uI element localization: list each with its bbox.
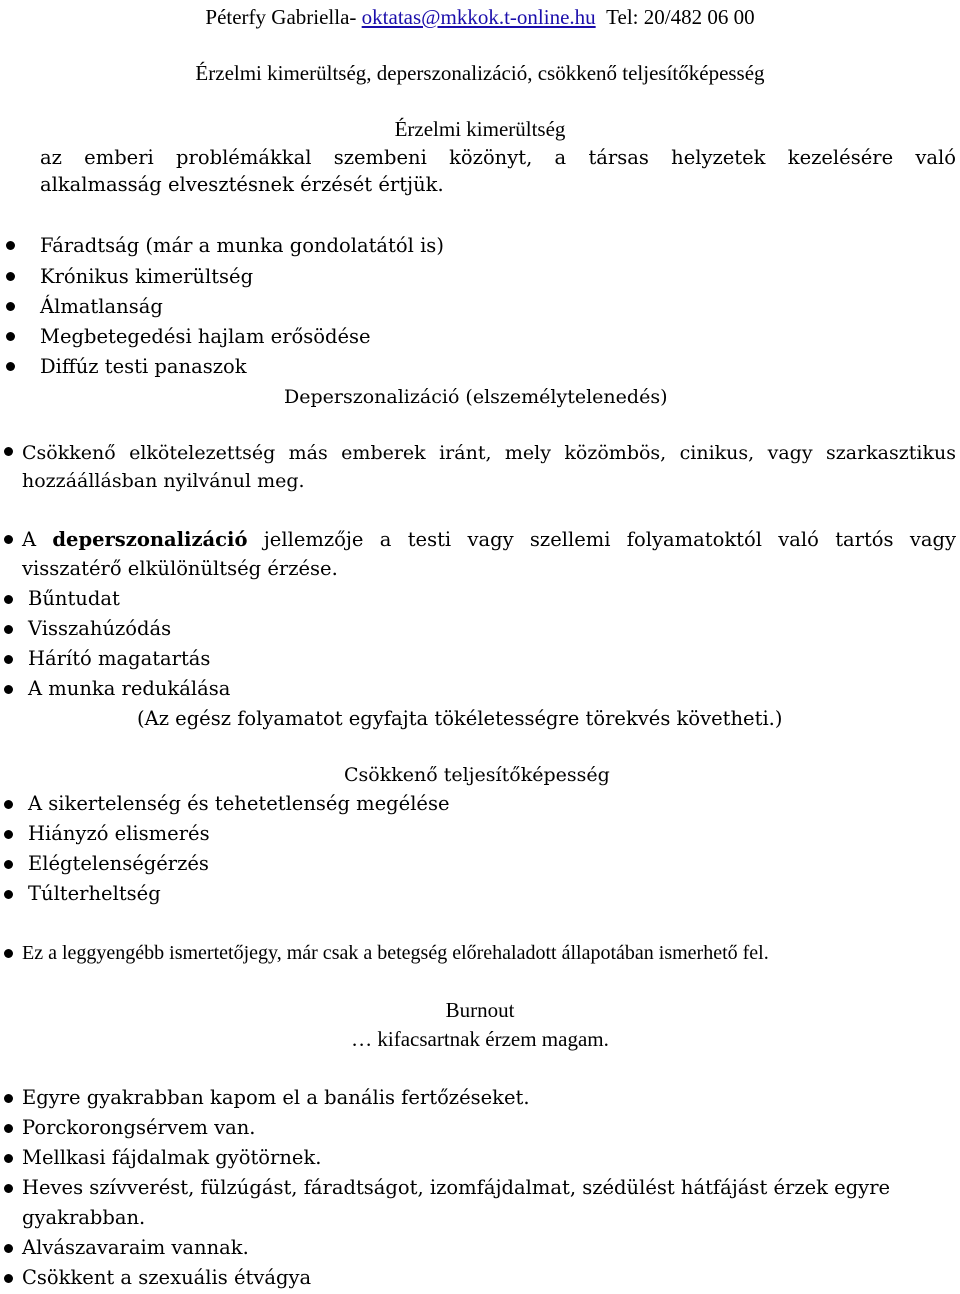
list-item: A munka redukálása bbox=[28, 677, 231, 700]
bullet-icon bbox=[4, 890, 13, 899]
text-segment: jellemzője a testi vagy szellemi folyamatoktól való tartós vagy bbox=[247, 528, 957, 551]
list-item: Alvászavaraim vannak. bbox=[22, 1236, 249, 1259]
section-heading-emotional-exhaustion: Érzelmi kimerültség bbox=[394, 117, 566, 141]
list-item: Egyre gyakrabban kapom el a banális fertőzéseket. bbox=[22, 1086, 530, 1109]
bold-term: deperszonalizáció bbox=[52, 528, 248, 551]
section-subheading: … kifacsartnak érzem magam. bbox=[351, 1027, 609, 1051]
header-line bbox=[0, 4, 960, 30]
bullet-icon bbox=[4, 1274, 13, 1283]
bullet-icon bbox=[4, 535, 13, 544]
bullet-icon bbox=[6, 272, 15, 281]
list-item: Bűntudat bbox=[28, 587, 120, 610]
bullet-icon bbox=[4, 860, 13, 869]
list-item: Mellkasi fájdalmak gyötörnek. bbox=[22, 1146, 322, 1169]
list-item-continuation: visszatérő elkülönültség érzése. bbox=[22, 557, 338, 580]
summary-text: Ez a leggyengébb ismertetőjegy, már csak a betegség előrehaladott állapotában ismerhető fel. bbox=[22, 942, 769, 964]
bullet-icon bbox=[4, 447, 13, 456]
list-item: Hiányzó elismerés bbox=[28, 822, 210, 845]
list-item: Csökkenő elkötelezettség más emberek iránt, mely közömbös, cinikus, vagy szarkasztikus bbox=[22, 442, 956, 464]
list-item: Fáradtság (már a munka gondolatától is) bbox=[40, 234, 444, 257]
bullet-icon bbox=[6, 332, 15, 341]
author-name: Péterfy Gabriella- bbox=[205, 5, 362, 29]
phone-number: Tel: 20/482 06 00 bbox=[606, 5, 755, 29]
bullet-icon bbox=[4, 1124, 13, 1133]
list-item bbox=[22, 527, 956, 553]
list-item: Álmatlanság bbox=[40, 295, 163, 318]
bullet-icon bbox=[4, 830, 13, 839]
document-title: Érzelmi kimerültség, deperszonalizáció, csökkenő teljesítőképesség bbox=[195, 61, 765, 85]
note-text: (Az egész folyamatot egyfajta tökéletességre törekvés követheti.) bbox=[137, 707, 783, 730]
bullet-icon bbox=[4, 949, 13, 958]
bullet-icon bbox=[6, 362, 15, 371]
bullet-icon bbox=[4, 1154, 13, 1163]
list-item: Visszahúzódás bbox=[28, 617, 172, 640]
list-item: Krónikus kimerültség bbox=[40, 265, 254, 288]
bullet-icon bbox=[4, 655, 13, 664]
email-link[interactable]: oktatas@mkkok.t-online.hu bbox=[361, 5, 596, 29]
list-item: Heves szívverést, fülzúgást, fáradtságot, izomfájdalmat, szédülést hátfájást érzek egyre bbox=[22, 1176, 891, 1199]
list-item: Porckorongsérvem van. bbox=[22, 1116, 256, 1139]
list-item: Hárító magatartás bbox=[28, 647, 211, 670]
list-item-continuation: gyakrabban. bbox=[22, 1206, 146, 1229]
bullet-icon bbox=[4, 685, 13, 694]
bullet-icon bbox=[4, 625, 13, 634]
bullet-icon bbox=[4, 1094, 13, 1103]
list-item: Túlterheltség bbox=[28, 882, 161, 905]
intro-paragraph-line: az emberi problémákkal szembeni közönyt, a társas helyzetek kezelésére való bbox=[40, 146, 956, 169]
bullet-icon bbox=[6, 302, 15, 311]
text-segment: A bbox=[22, 528, 53, 551]
section-heading-depersonalization: Deperszonalizáció (elszemélytelenedés) bbox=[284, 386, 668, 408]
list-item: Elégtelenségérzés bbox=[28, 852, 209, 875]
bullet-icon bbox=[4, 1244, 13, 1253]
section-heading-burnout: Burnout bbox=[445, 998, 515, 1022]
bullet-icon bbox=[4, 1184, 13, 1193]
bullet-icon bbox=[4, 595, 13, 604]
bullet-icon bbox=[6, 241, 15, 250]
bullet-icon bbox=[4, 800, 13, 809]
list-item: Csökkent a szexuális étvágya bbox=[22, 1266, 312, 1289]
section-heading-reduced-performance: Csökkenő teljesítőképesség bbox=[344, 764, 610, 786]
list-item: A sikertelenség és tehetetlenség megélése bbox=[28, 792, 450, 815]
list-item: Diffúz testi panaszok bbox=[40, 355, 247, 378]
intro-paragraph-line: alkalmasság elvesztésnek érzését értjük. bbox=[40, 173, 444, 196]
list-item-continuation: hozzáállásban nyilvánul meg. bbox=[22, 470, 305, 492]
list-item: Megbetegedési hajlam erősödése bbox=[40, 325, 371, 348]
